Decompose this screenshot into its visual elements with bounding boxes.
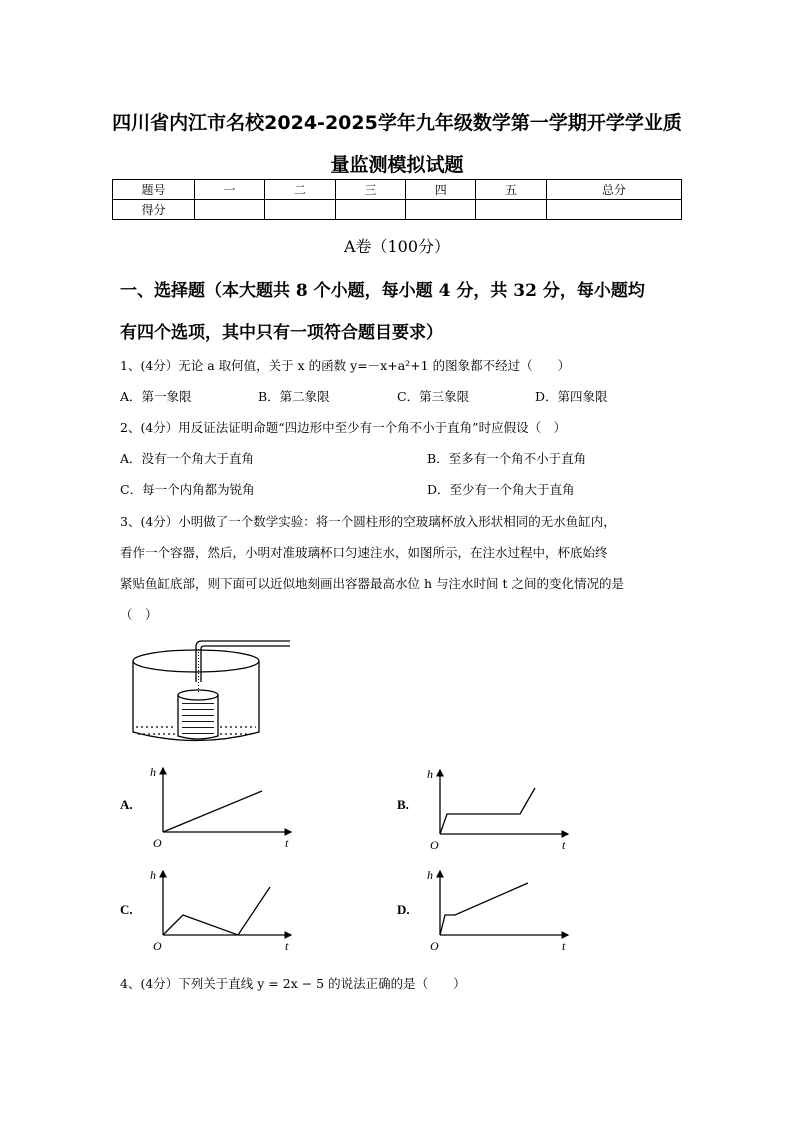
score-table-header: 题号 <box>113 180 195 200</box>
axis-h-label: h <box>150 868 156 882</box>
score-cell[interactable] <box>546 200 681 220</box>
score-table-header-row <box>113 180 682 200</box>
score-table-header: 总分 <box>546 180 681 200</box>
question-2-option-d[interactable]: D．至少有一个角大于直角 <box>427 482 575 497</box>
option-b-graph[interactable] <box>422 762 572 854</box>
origin-label: O <box>430 838 439 852</box>
score-table-score-row <box>113 200 682 220</box>
score-table <box>112 179 682 220</box>
question-3-stem-line: 紧贴鱼缸底部，则下面可以近似地刻画出容器最高水位 h 与注水时间 t 之间的变化情况的是 <box>120 576 624 591</box>
question-1-option-d[interactable]: D．第四象限 <box>535 389 608 404</box>
question-3-option-d-label[interactable]: D. <box>397 902 410 917</box>
question-3-option-c-label[interactable]: C. <box>120 902 133 917</box>
axis-t-label: t <box>285 939 289 953</box>
option-c-line <box>163 887 270 935</box>
axis-t-label: t <box>285 836 289 850</box>
origin-label: O <box>153 939 162 953</box>
score-cell[interactable] <box>195 200 265 220</box>
option-d-graph[interactable] <box>422 863 572 955</box>
score-cell[interactable] <box>476 200 546 220</box>
question-1-option-b[interactable]: B．第二象限 <box>258 389 330 404</box>
question-3-option-b-label[interactable]: B. <box>397 797 409 812</box>
question-2-option-b[interactable]: B．至多有一个角不小于直角 <box>427 451 587 466</box>
score-cell[interactable] <box>406 200 476 220</box>
axis-h-label: h <box>150 765 156 779</box>
axis-t-label: t <box>562 838 566 852</box>
question-4-stem: 4、(4分）下列关于直线 y = 2x − 5 的说法正确的是（ ） <box>120 976 466 991</box>
axis-h-label: h <box>427 767 433 781</box>
score-cell[interactable] <box>265 200 335 220</box>
score-table-header: 一 <box>195 180 265 200</box>
question-3-option-a-label[interactable]: A. <box>120 797 133 812</box>
score-table-header: 四 <box>406 180 476 200</box>
question-2-option-a[interactable]: A．没有一个角大于直角 <box>120 451 255 466</box>
score-table-header: 二 <box>265 180 335 200</box>
axis-t-label: t <box>562 939 566 953</box>
page-title-line2: 量监测模拟试题 <box>330 154 464 176</box>
question-1-option-a[interactable]: A．第一象限 <box>120 389 192 404</box>
part1-heading-line1: 一、选择题（本大题共 8 个小题，每小题 4 分，共 32 分，每小题均 <box>120 281 645 301</box>
question-3-stem-line: 看作一个容器，然后，小明对准玻璃杯口匀速注水，如图所示，在注水过程中，杯底始终 <box>120 545 608 560</box>
origin-label: O <box>430 939 439 953</box>
option-a-graph[interactable] <box>145 760 295 852</box>
score-cell[interactable] <box>335 200 405 220</box>
option-d-line <box>440 883 528 935</box>
origin-label: O <box>153 836 162 850</box>
score-row-label: 得分 <box>113 200 195 220</box>
question-2-option-c[interactable]: C．每一个内角都为锐角 <box>120 482 255 497</box>
question-2-stem: 2、(4分）用反证法证明命题“四边形中至少有一个角不小于直角”时应假设（ ） <box>120 420 567 435</box>
question-3-stem-line: （ ） <box>120 607 158 622</box>
score-table-header: 五 <box>476 180 546 200</box>
axis-h-label: h <box>427 868 433 882</box>
section-a-heading: A卷（100分） <box>343 237 451 256</box>
question-1-stem: 1、(4分）无论 a 取何值，关于 x 的函数 y=－x+a²+1 的图象都不经过（ ） <box>120 358 571 373</box>
score-table-header: 三 <box>335 180 405 200</box>
question-1-option-c[interactable]: C．第三象限 <box>397 389 470 404</box>
fish-tank-figure <box>128 637 292 747</box>
option-b-line <box>440 788 535 834</box>
part1-heading-line2: 有四个选项，其中只有一项符合题目要求） <box>120 323 443 343</box>
option-a-line <box>163 791 262 832</box>
question-3-stem-line: 3、(4分）小明做了一个数学实验：将一个圆柱形的空玻璃杯放入形状相同的无水鱼缸内， <box>120 514 616 529</box>
page-title-line1: 四川省内江市名校2024-2025学年九年级数学第一学期开学学业质 <box>112 112 682 134</box>
option-c-graph[interactable] <box>145 863 295 955</box>
